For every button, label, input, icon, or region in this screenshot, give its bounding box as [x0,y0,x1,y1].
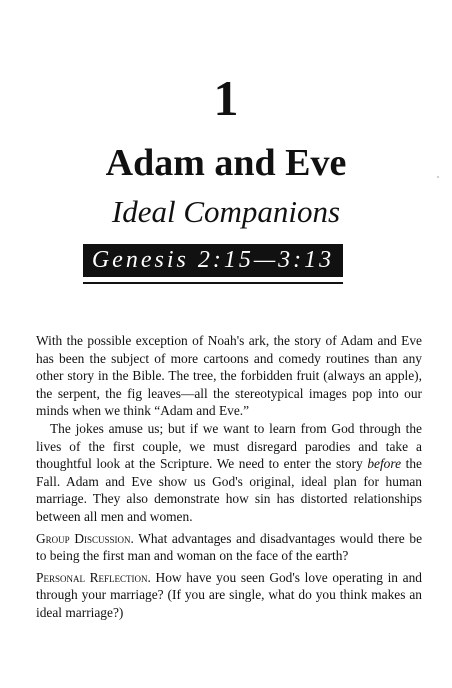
second-paragraph [36,420,422,526]
chapter-subtitle: Ideal Companions [111,194,341,229]
group-discussion-text: What advantages and disadvantages would there be to being the first man and woman on the face of the earth? [36,530,423,564]
second-paragraph-text-end: the Fall. Adam and Eve show us God's original, ideal plan for human marriage. They also demonstrate how sin has distorted relationships between all men and women. [36,456,422,524]
scripture-reference-banner [83,244,343,286]
personal-reflection-paragraph [36,569,422,622]
group-discussion-label: Group Discussion. [36,530,134,546]
personal-reflection-text: How have you seen God's love operating in and through your marriage? (If you are single, what do you think makes an ideal marriage?) [36,569,422,620]
scripture-underline-rule [83,282,343,284]
chapter-title: Adam and Eve [105,142,347,184]
scripture-reference: Genesis 2:15—3:13 [83,244,343,277]
chapter-number: 1 [213,70,239,126]
intro-paragraph: With the possible exception of Noah's ark, the story of Adam and Eve has been the subject of more cartoons and comedy routines than any other story in the Bible. The tree, the forbidden fruit (always an apple), the serpent, the fig leaves—all the stereotypical images pop into our minds when we think “Adam and Eve.” [36,333,422,419]
personal-reflection-label: Personal Reflection. [36,569,151,585]
print-speck [437,176,439,178]
group-discussion-paragraph [36,530,422,565]
second-paragraph-text-start: The jokes amuse us; but if we want to learn from God through the lives of the first couple, we must disregard parodies and take a thoughtful look at the Scripture. We need to enter the story [36,420,422,472]
chapter-body-text [36,332,422,622]
emphasis-before: before [367,456,402,472]
